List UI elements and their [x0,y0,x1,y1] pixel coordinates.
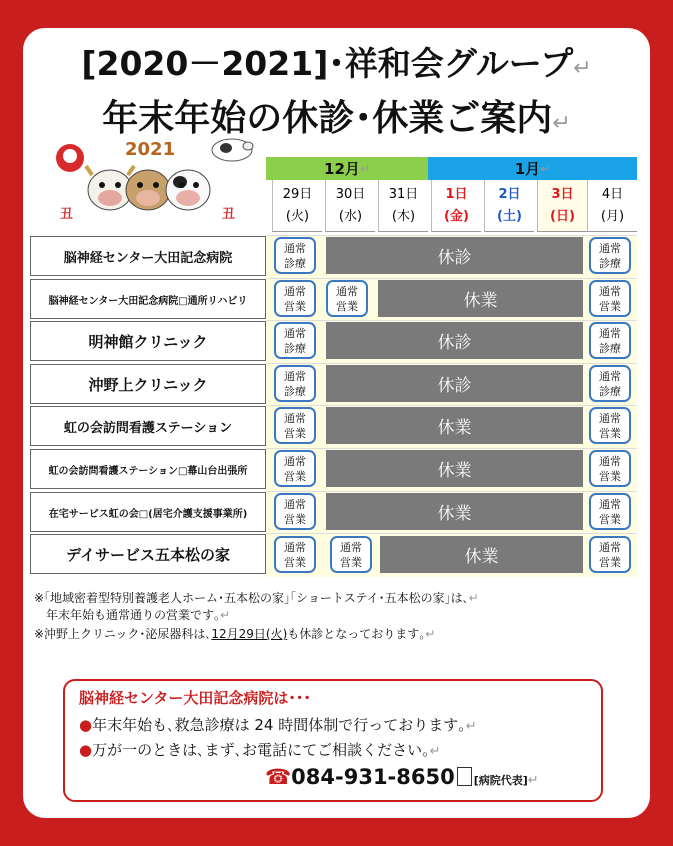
closed-bar: 休業 [326,450,583,487]
status-badge: 通常 営業 [274,450,316,487]
info-line-2: ●万が一のときは､まず､お電話にてご相談ください｡↵ [79,741,441,759]
ox-icon [86,166,210,210]
facility-row-6: 虹の会訪問看護ステーション□幕山台出張所 [30,449,266,489]
note-line-1: ※｢地域密着型特別養護老人ホーム･五本松の家｣｢ショートステイ･五本松の家｣は､↵ [34,591,479,605]
facility-row-3: 明神館クリニック [30,321,266,361]
status-badge: 通常 営業 [589,493,631,530]
closed-bar: 休診 [326,322,583,359]
date-col-2: 2日 (土) [484,180,534,232]
ox-kanji-right: 丑 [222,207,236,222]
phone-icon: ☎ [265,765,292,789]
status-badge: 通常 診療 [274,237,316,274]
closed-bar: 休業 [380,536,583,573]
closed-bar: 休診 [326,237,583,274]
date-col-4: 4日 (月) [587,180,637,232]
status-badge: 通常 営業 [330,536,372,573]
status-badge: 通常 営業 [274,536,316,573]
ox-kanji-left: 丑 [60,207,74,222]
hospital-info-box [63,679,603,802]
status-badge: 通常 営業 [589,450,631,487]
facility-row-1: 脳神経センター大田記念病院 [30,236,266,276]
status-badge: 通常 診療 [589,237,631,274]
status-badge: 通常 診療 [589,322,631,359]
year-deco-text: 2021 [125,139,176,160]
status-badge: 通常 営業 [274,407,316,444]
cow-icon [212,139,253,161]
date-col-30: 30日 (水) [325,180,375,232]
title-line-2: 年末年始の休診･休業ご案内↵ [102,98,571,139]
facility-row-2: 脳神経センター大田記念病院□通所リハビリ [30,279,266,319]
title-line-1: [2020－2021]･祥和会グループ↵ [81,44,592,83]
phone-line: ☎084-931-8650 [病院代表]↵ [265,765,539,789]
date-col-31: 31日 (木) [378,180,428,232]
month-header-december: 12月 ↵ [266,157,428,180]
status-badge: 通常 診療 [274,322,316,359]
status-badge: 通常 営業 [589,407,631,444]
facility-row-8: デイサービス五本松の家 [30,534,266,574]
status-badge: 通常 診療 [274,365,316,402]
status-badge: 通常 営業 [589,536,631,573]
facility-row-5: 虹の会訪問看護ステーション [30,406,266,446]
status-badge: 通常 診療 [589,365,631,402]
facility-row-4: 沖野上クリニック [30,364,266,404]
closed-bar: 休業 [378,280,583,317]
status-badge: 通常 営業 [589,280,631,317]
date-col-3: 3日 (日) [537,180,587,232]
oxen-illustration [40,130,265,230]
closed-bar: 休業 [326,407,583,444]
phone-number: 084-931-8650 [291,765,455,789]
facility-row-7: 在宅サービス虹の会□(居宅介護支援事業所) [30,492,266,532]
closed-bar: 休診 [326,365,583,402]
note-line-2: 年末年始も通常通りの営業です｡↵ [34,608,231,622]
note-line-3: ※沖野上クリニック･泌尿器科は､12月29日(火)も休診となっております｡↵ [34,627,436,641]
month-header-january: 1月 ↵ [428,157,637,180]
date-col-29: 29日 (火) [272,180,322,232]
info-line-1: ●年末年始も､救急診療は 24 時間体制で行っております｡↵ [79,716,477,734]
status-badge: 通常 営業 [326,280,368,317]
status-badge: 通常 営業 [274,280,316,317]
closed-bar: 休業 [326,493,583,530]
date-col-1: 1日 (金) [431,180,481,232]
daruma-icon [56,144,84,172]
info-heading: 脳神経センター大田記念病院は･･･ [79,689,311,707]
status-badge: 通常 営業 [274,493,316,530]
